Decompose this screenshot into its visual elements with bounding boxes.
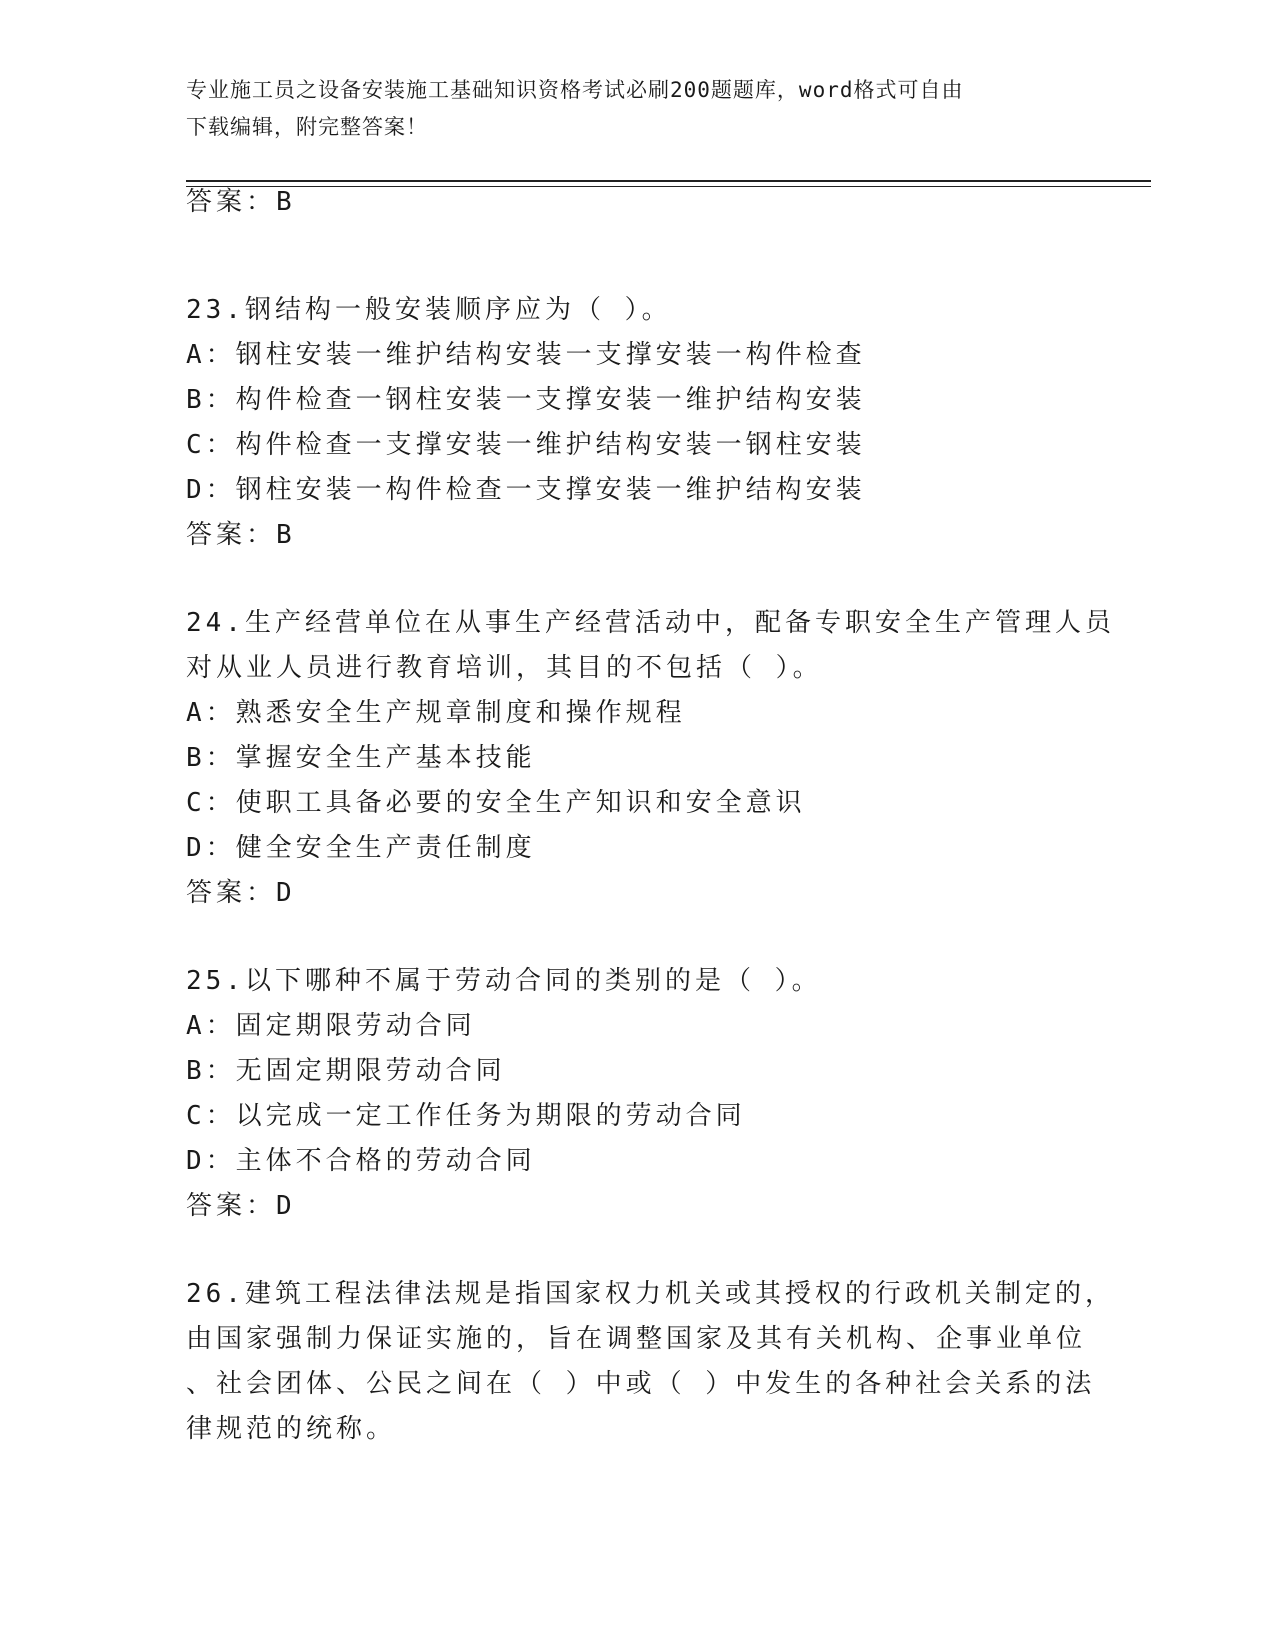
question-23	[186, 288, 1086, 558]
answer-label: 答案：B	[186, 187, 296, 217]
document-body	[186, 187, 1115, 1452]
option-a: A：固定期限劳动合同	[186, 1011, 476, 1041]
question-text: 对从业人员进行教育培训，其目的不包括（ ）。	[186, 653, 823, 683]
header-line: 下载编辑，附完整答案！	[186, 115, 428, 139]
question-text: 26.建筑工程法律法规是指国家权力机关或其授权的行政机关制定的，	[186, 1279, 1115, 1309]
header-divider	[186, 180, 1151, 182]
question-text: 由国家强制力保证实施的，旨在调整国家及其有关机构、企事业单位	[186, 1324, 1087, 1354]
question-text: 24.生产经营单位在从事生产经营活动中，配备专职安全生产管理人员	[186, 608, 1115, 638]
answer-label: 答案：B	[186, 520, 296, 550]
document-header	[186, 72, 1086, 146]
question-text: 、社会团体、公民之间在（ ）中或（ ）中发生的各种社会关系的法	[186, 1369, 1096, 1399]
question-text: 25.以下哪种不属于劳动合同的类别的是（ ）。	[186, 966, 822, 996]
option-c: C：使职工具备必要的安全生产知识和安全意识	[186, 788, 806, 818]
option-d: D：钢柱安装一构件检查一支撑安装一维护结构安装	[186, 475, 866, 505]
option-a: A：熟悉安全生产规章制度和操作规程	[186, 698, 686, 728]
option-b: B：无固定期限劳动合同	[186, 1056, 506, 1086]
option-b: B：构件检查一钢柱安装一支撑安装一维护结构安装	[186, 385, 866, 415]
option-c: C：构件检查一支撑安装一维护结构安装一钢柱安装	[186, 430, 866, 460]
option-a: A：钢柱安装一维护结构安装一支撑安装一构件检查	[186, 340, 866, 370]
header-divider-thin	[186, 186, 1151, 187]
question-25	[186, 959, 1086, 1229]
option-d: D：健全安全生产责任制度	[186, 833, 536, 863]
option-b: B：掌握安全生产基本技能	[186, 743, 536, 773]
answer-label: 答案：D	[186, 1191, 296, 1221]
question-26	[186, 1272, 1115, 1452]
option-d: D：主体不合格的劳动合同	[186, 1146, 536, 1176]
answer-label: 答案：D	[186, 878, 296, 908]
question-text: 23.钢结构一般安装顺序应为（ ）。	[186, 295, 672, 325]
question-text: 律规范的统称。	[186, 1414, 397, 1444]
question-24	[186, 601, 1115, 916]
option-c: C：以完成一定工作任务为期限的劳动合同	[186, 1101, 746, 1131]
header-line: 专业施工员之设备安装施工基础知识资格考试必刷200题题库，word格式可自由	[186, 78, 964, 102]
